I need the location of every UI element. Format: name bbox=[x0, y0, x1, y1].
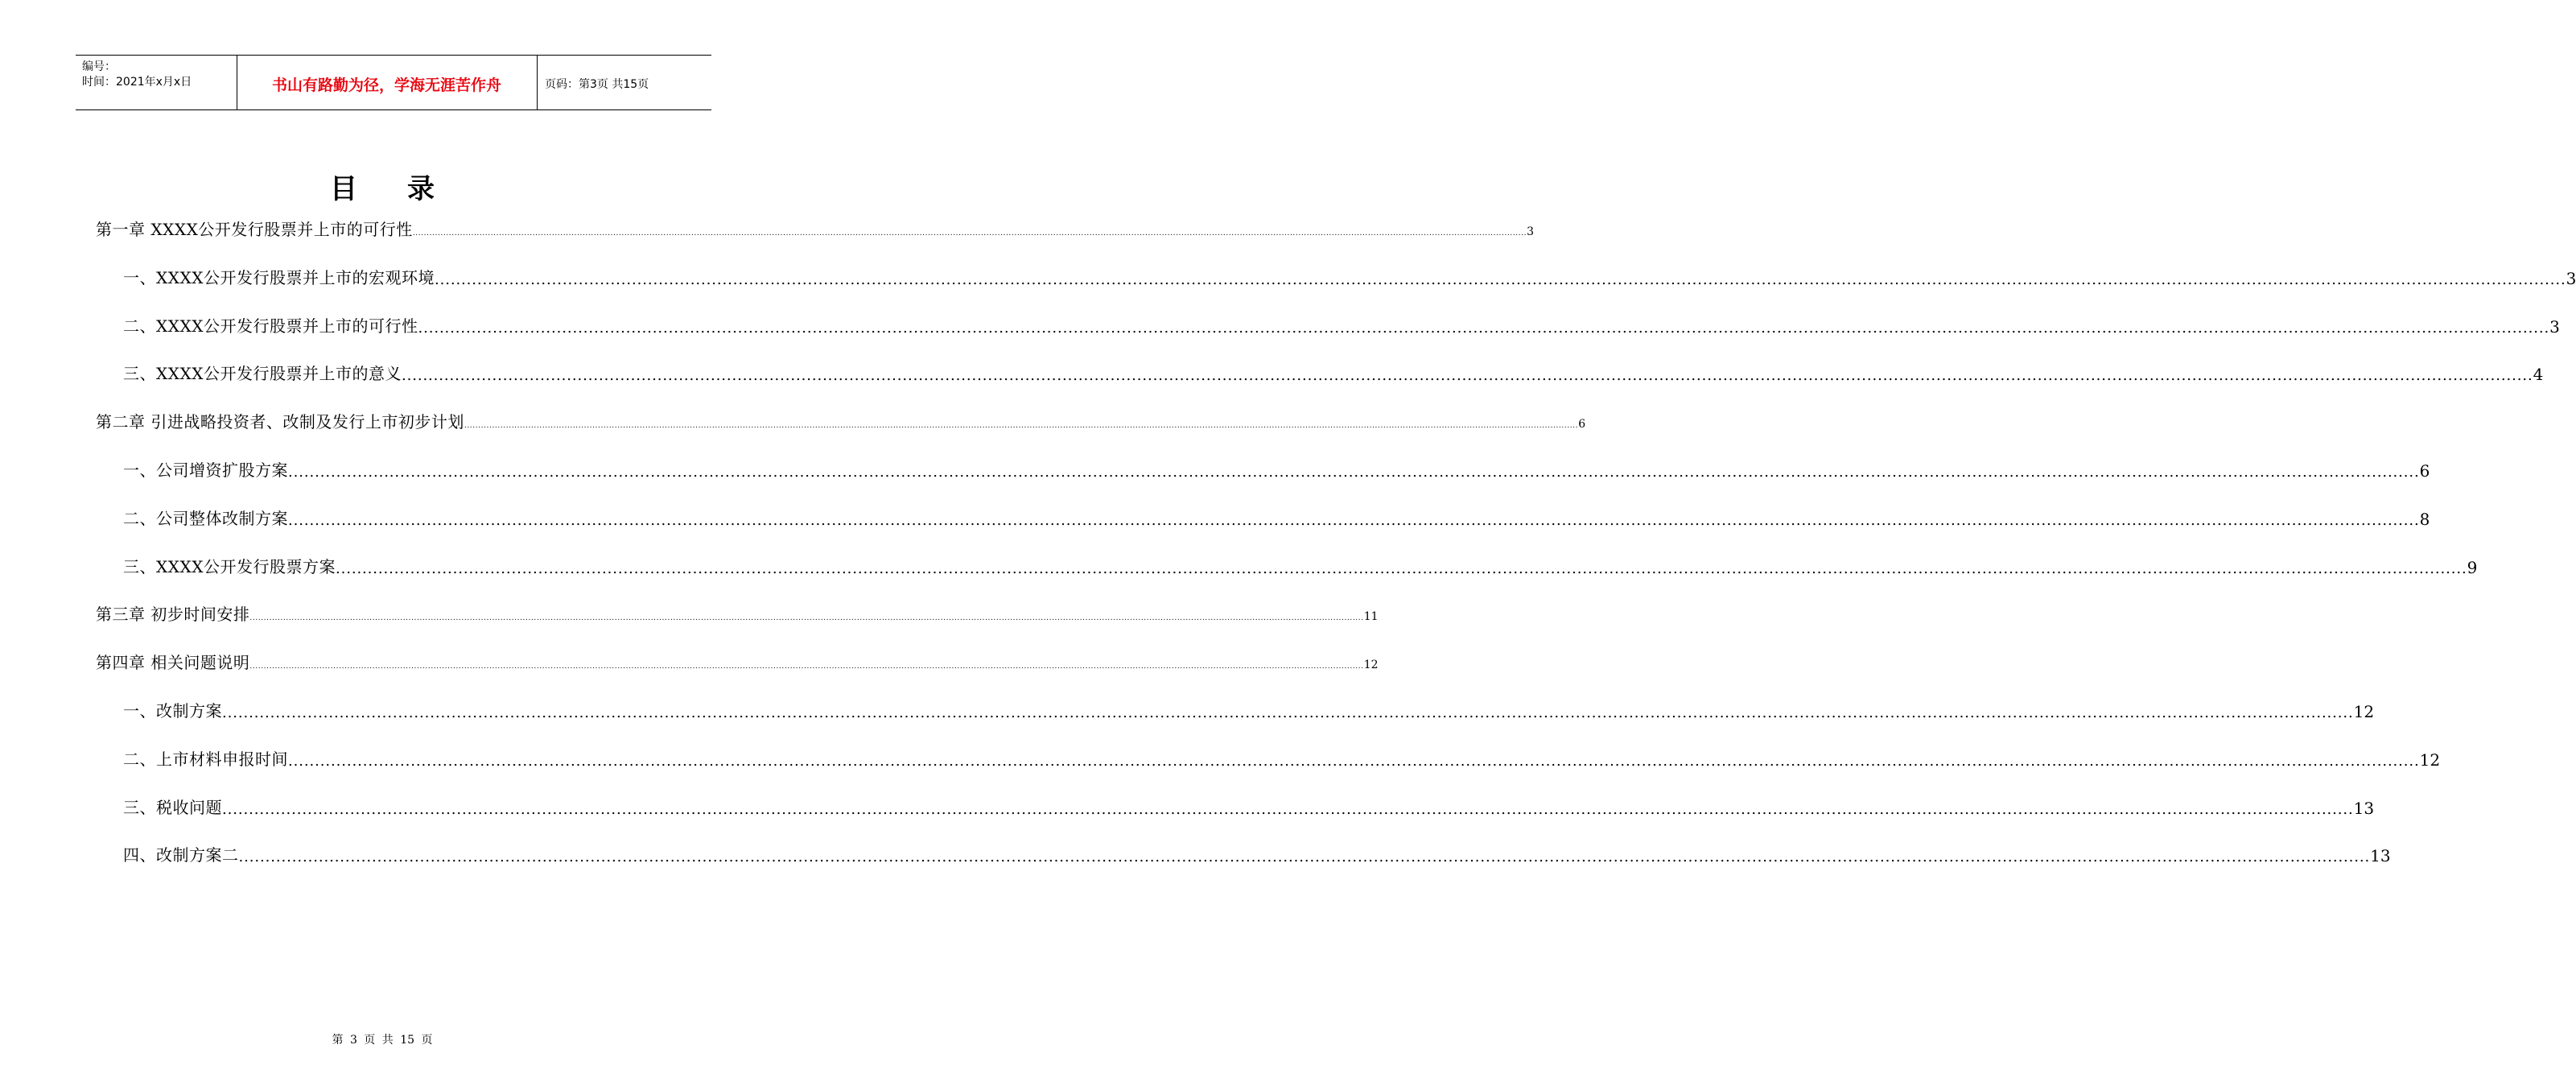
toc-entry-label: 三、XXXX公开发行股票方案 bbox=[123, 556, 336, 576]
toc-entry-label: 三、税收问题 bbox=[123, 797, 222, 817]
toc-entry-label: 二、公司整体改制方案 bbox=[123, 508, 288, 528]
toc-entry-label: 一、XXXX公开发行股票并上市的宏观环境 bbox=[123, 267, 435, 287]
document-number-label: 编号： bbox=[82, 60, 116, 73]
page-footer: 第 3 页 共 15 页 bbox=[332, 1034, 433, 1047]
toc-entry-label: 第二章 引进战略投资者、改制及发行上市初步计划 bbox=[96, 412, 464, 432]
header-motto: 书山有路勤为径，学海无涯苦作舟 bbox=[271, 76, 501, 94]
toc-chapter-entry[interactable] bbox=[96, 216, 1535, 240]
toc-page-number: 13 bbox=[2370, 846, 2391, 866]
toc-dot-leader: ................................................................................................................................................................................................................................................................................................................................................................................................................ bbox=[249, 663, 1364, 671]
toc-dot-leader: ................................................................................................................................................................................................................................................................................................................................................................................................................ bbox=[418, 319, 2550, 337]
toc-dot-leader: ................................................................................................................................................................................................................................................................................................................................................................................................................ bbox=[464, 422, 1579, 431]
document-time-label: 时间：2021年x月x日 bbox=[82, 76, 192, 89]
toc-chapter-entry[interactable] bbox=[96, 601, 1379, 625]
toc-dot-leader: ................................................................................................................................................................................................................................................................................................................................................................................................................ bbox=[222, 704, 2354, 721]
toc-dot-leader: ................................................................................................................................................................................................................................................................................................................................................................................................................ bbox=[412, 229, 1527, 237]
toc-title: 目录 bbox=[330, 173, 484, 205]
toc-page-number: 3 bbox=[2566, 268, 2576, 288]
toc-section-entry[interactable] bbox=[123, 456, 2430, 481]
toc-page-number: 12 bbox=[1363, 659, 1379, 672]
toc-dot-leader: ................................................................................................................................................................................................................................................................................................................................................................................................................ bbox=[249, 614, 1364, 623]
toc-dot-leader: ................................................................................................................................................................................................................................................................................................................................................................................................................ bbox=[222, 800, 2354, 818]
toc-page-number: 8 bbox=[2419, 509, 2430, 529]
toc-page-number: 3 bbox=[1527, 225, 1535, 238]
toc-chapter-entry[interactable] bbox=[96, 408, 1586, 432]
toc-dot-leader: ................................................................................................................................................................................................................................................................................................................................................................................................................ bbox=[288, 464, 2420, 481]
toc-section-entry[interactable] bbox=[123, 264, 2576, 288]
toc-dot-leader: ................................................................................................................................................................................................................................................................................................................................................................................................................ bbox=[434, 270, 2566, 288]
toc-page-number: 12 bbox=[2419, 750, 2441, 770]
toc-entry-label: 第三章 初步时间安排 bbox=[96, 605, 250, 625]
toc-dot-leader: ................................................................................................................................................................................................................................................................................................................................................................................................................ bbox=[401, 367, 2533, 385]
toc-entry-label: 二、XXXX公开发行股票并上市的可行性 bbox=[123, 316, 418, 336]
toc-entry-label: 一、改制方案 bbox=[123, 701, 222, 721]
toc-section-entry[interactable] bbox=[123, 745, 2441, 770]
toc-section-entry[interactable] bbox=[123, 312, 2560, 337]
toc-section-entry[interactable] bbox=[123, 553, 2478, 577]
toc-dot-leader: ................................................................................................................................................................................................................................................................................................................................................................................................................ bbox=[288, 511, 2420, 529]
toc-page-number: 12 bbox=[2353, 702, 2375, 721]
toc-section-entry[interactable] bbox=[123, 794, 2375, 818]
toc-section-entry[interactable] bbox=[123, 505, 2430, 529]
toc-entry-label: 四、改制方案二 bbox=[123, 845, 239, 865]
header-page-info: 页码：第3页 共15页 bbox=[545, 78, 649, 91]
toc-section-entry[interactable] bbox=[123, 841, 2391, 866]
toc-section-entry[interactable] bbox=[123, 360, 2544, 385]
toc-entry-label: 第四章 相关问题说明 bbox=[96, 653, 250, 673]
toc-entry-label: 三、XXXX公开发行股票并上市的意义 bbox=[123, 364, 402, 384]
toc-entry-label: 二、上市材料申报时间 bbox=[123, 749, 288, 769]
toc-page-number: 6 bbox=[1578, 418, 1586, 432]
toc-entry-label: 一、公司增资扩股方案 bbox=[123, 460, 288, 480]
toc-page-number: 4 bbox=[2533, 365, 2544, 385]
toc-dot-leader: ................................................................................................................................................................................................................................................................................................................................................................................................................ bbox=[335, 560, 2467, 577]
toc-section-entry[interactable] bbox=[123, 697, 2375, 721]
toc-entry-label: 第一章 XXXX公开发行股票并上市的可行性 bbox=[96, 220, 413, 239]
toc-page-number: 3 bbox=[2549, 316, 2560, 337]
toc-page-number: 13 bbox=[2353, 798, 2375, 818]
toc-dot-leader: ................................................................................................................................................................................................................................................................................................................................................................................................................ bbox=[238, 849, 2371, 866]
toc-page-number: 6 bbox=[2419, 461, 2430, 481]
toc-page-number: 11 bbox=[1363, 610, 1379, 624]
toc-dot-leader: ................................................................................................................................................................................................................................................................................................................................................................................................................ bbox=[288, 752, 2420, 770]
toc-chapter-entry[interactable] bbox=[96, 649, 1379, 673]
toc-page-number: 9 bbox=[2467, 557, 2478, 577]
